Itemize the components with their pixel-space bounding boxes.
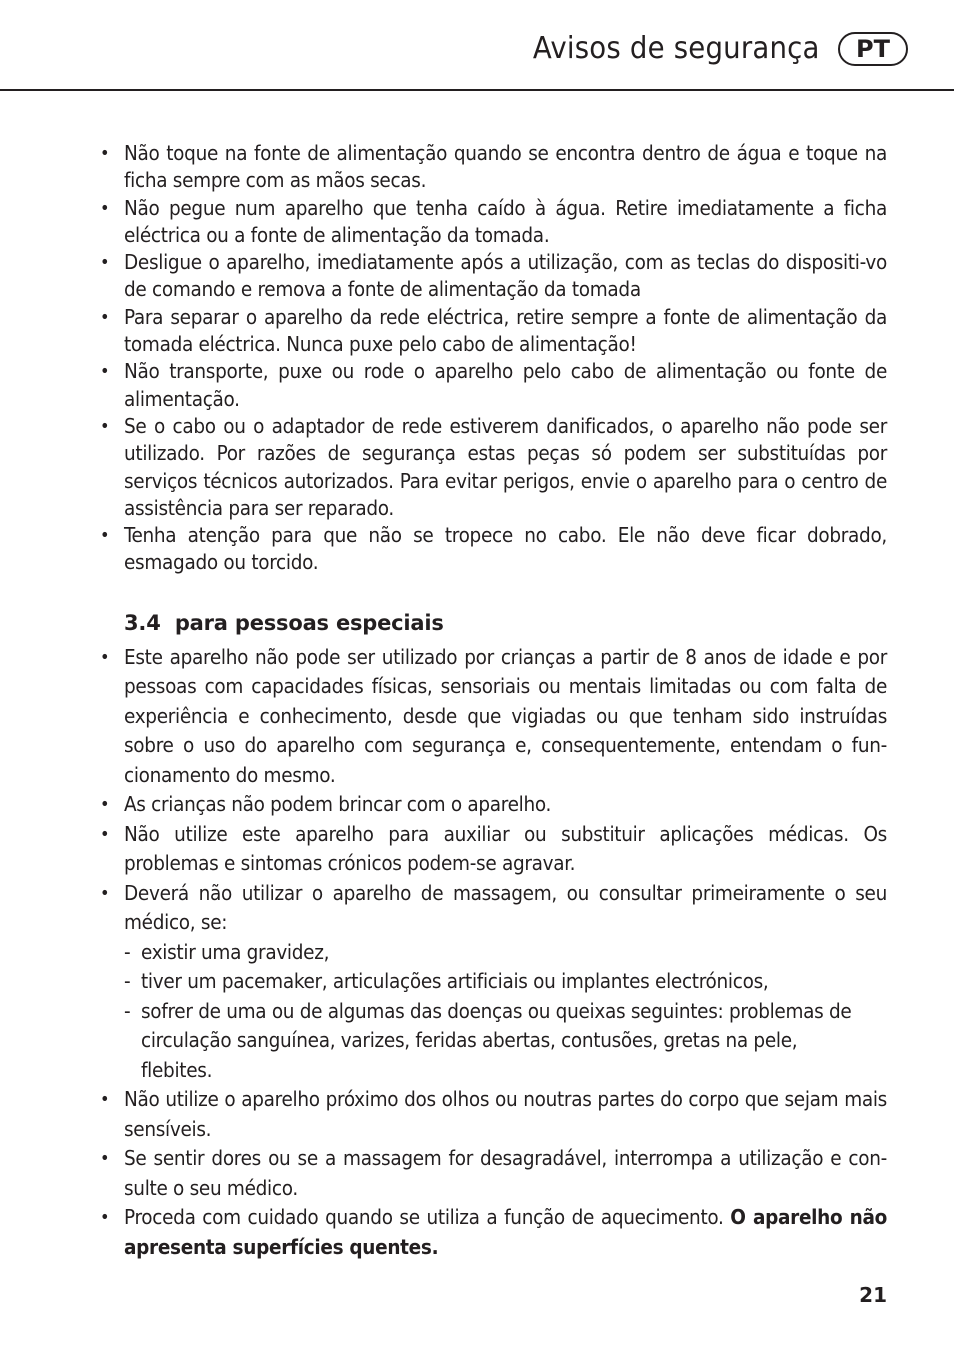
- list-item: • Não transporte, puxe ou rode o aparelho pelo cabo de alimentação ou fonte de alimentação.: [100, 359, 887, 411]
- section-heading: [124, 609, 887, 637]
- list-item: • Não utilize este aparelho para auxiliar ou substituir aplicações médicas. Os problemas e sintomas crónicos podem-se agravar.: [100, 821, 887, 876]
- bullet-icon: •: [100, 525, 110, 547]
- section-number: 3.4: [124, 610, 161, 635]
- list-item: • Deverá não utilizar o aparelho de massagem, ou consultar primeiramente o seu médico, se:: [100, 880, 887, 935]
- bullet-icon: •: [100, 306, 110, 328]
- page-number: 21: [859, 1283, 887, 1307]
- section-title: para pessoas especiais: [174, 610, 444, 635]
- bullet-icon: •: [100, 143, 110, 164]
- sub-list-item: - existir uma gravidez,: [100, 938, 857, 968]
- bullet-icon: •: [100, 1207, 110, 1229]
- special-persons-list: [100, 643, 887, 1263]
- bullet-icon: •: [100, 794, 110, 816]
- list-item: • As crianças não podem brincar com o aparelho.: [100, 790, 887, 820]
- list-item: • Este aparelho não pode ser utilizado por crianças a partir de 8 anos de idade e por pessoas com capacidades físicas, sensoriais ou mentais limitadas ou com falta de experiência e conhecimento, desde que vigiadas ou que tenham sido instruídas sobre o uso do aparelho com segurança e, consequentemente, entendam o fun-cionamento do mesmo.: [100, 644, 887, 787]
- warning-emphasis: O aparelho não apresenta superfícies quentes.: [124, 1205, 888, 1259]
- bullet-icon: •: [100, 1148, 110, 1170]
- language-badge: PT: [838, 32, 908, 66]
- list-item: • Não toque na fonte de alimentação quando se encontra dentro de água e toque na ficha sempre com as mãos secas.: [100, 141, 887, 193]
- list-item: • Proceda com cuidado quando se utiliza a função de aquecimento. O aparelho não apresenta superfícies quentes.: [100, 1205, 888, 1259]
- bullet-icon: •: [100, 361, 110, 383]
- bullet-icon: •: [100, 882, 110, 904]
- list-item: • Tenha atenção para que não se tropece no cabo. Ele não deve ficar dobrado, esmagado ou torcido.: [100, 523, 887, 575]
- sub-list-item: - tiver um pacemaker, articulações artificiais ou implantes electrónicos,: [100, 967, 857, 997]
- bullet-icon: •: [100, 1089, 110, 1111]
- header-divider: [0, 89, 954, 91]
- list-item: • Desligue o aparelho, imediatamente após a utilização, com as teclas do dispositi-vo de comando e remova a fonte de alimentação da tomada: [100, 250, 887, 302]
- safety-list: [100, 140, 887, 577]
- page-content: [100, 140, 887, 1262]
- dash-icon: -: [124, 969, 131, 994]
- list-item: • Se o cabo ou o adaptador de rede estiverem danificados, o aparelho não pode ser utilizado. Por razões de segurança estas peças só podem ser substituídas por serviços técnicos autorizados. Para evitar perigos, envie o aparelho para o centro de assistência para ser reparado.: [100, 413, 887, 520]
- dash-icon: -: [124, 998, 131, 1023]
- list-item: • Não pegue num aparelho que tenha caído à água. Retire imediatamente a ficha eléctrica ou a fonte de alimentação da tomada.: [100, 195, 887, 247]
- bullet-icon: •: [100, 252, 110, 274]
- list-item: • Não utilize o aparelho próximo dos olhos ou noutras partes do corpo que sejam mais sensíveis.: [100, 1087, 887, 1141]
- bullet-icon: •: [100, 415, 110, 437]
- list-item: • Se sentir dores ou se a massagem for desagradável, interrompa a utilização e con-sulte o seu médico.: [100, 1146, 887, 1200]
- dash-icon: -: [124, 939, 131, 964]
- bullet-icon: •: [100, 197, 110, 219]
- page-header: [0, 0, 954, 92]
- list-item: • Para separar o aparelho da rede eléctrica, retire sempre a fonte de alimentação da tomada eléctrica. Nunca puxe pelo cabo de alimentação!: [100, 304, 887, 357]
- sub-list-item: - sofrer de uma ou de algumas das doenças ou queixas seguintes: problemas de circulação sanguínea, varizes, feridas abertas, contusões, gretas na pele, flebites.: [124, 998, 852, 1082]
- page-title: Avisos de segurança: [533, 31, 820, 66]
- bullet-icon: •: [100, 646, 110, 668]
- bullet-icon: •: [100, 823, 110, 845]
